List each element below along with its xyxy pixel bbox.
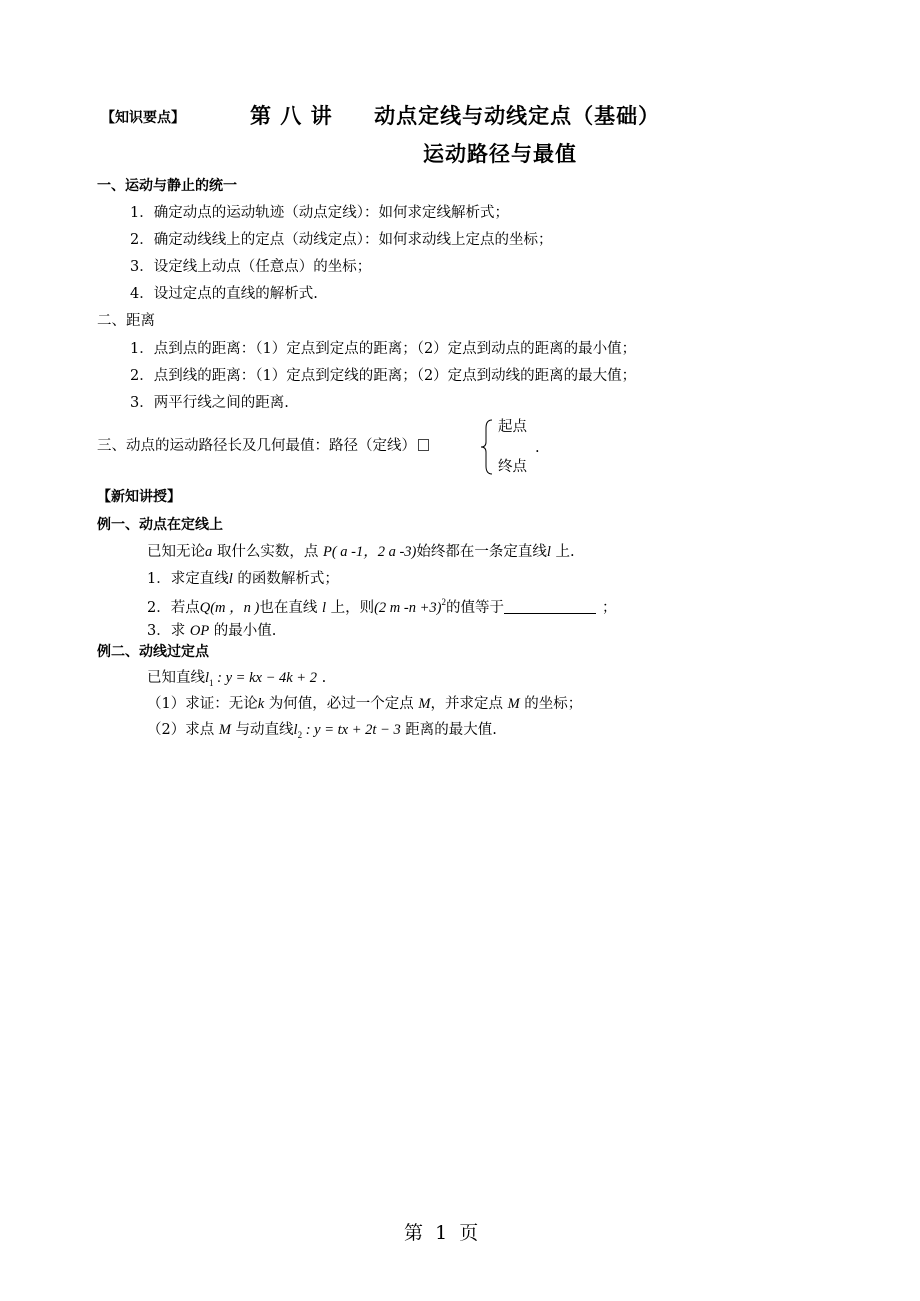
math-var: l [228, 571, 233, 587]
section3-heading [97, 439, 429, 454]
text: 3．求 [147, 623, 190, 639]
text: 的最小值. [209, 623, 277, 639]
example2-heading: 例二、动线过定点 [97, 644, 209, 660]
new-knowledge-heading: 【新知讲授】 [97, 489, 181, 505]
section2-item: 2．点到线的距离：（1）定点到定线的距离；（2）定点到动线的距离的最大值； [130, 368, 637, 384]
text: 距离的最大值. [400, 722, 497, 738]
text: 始终都在一条定直线 [416, 544, 547, 560]
math-var: l [205, 670, 210, 686]
text: 的坐标； [519, 696, 583, 712]
example2-question-2 [147, 723, 497, 740]
text: . [316, 670, 327, 686]
example2-intro [147, 671, 326, 688]
math-equation: : y = tx + 2t − 3 [302, 722, 401, 738]
text: 2．若点 [147, 600, 200, 616]
math-subscript: 2 [297, 730, 303, 740]
math-expression: (2 m -n +3) [374, 600, 442, 616]
curly-brace-icon [478, 418, 496, 476]
math-var: a [205, 544, 213, 560]
text: 的函数解析式； [232, 571, 339, 587]
text: 上，则 [325, 600, 375, 616]
math-var: M [218, 722, 231, 738]
text: 取什么实数，点 [212, 544, 323, 560]
page-number: 第 1 页 [404, 1222, 479, 1244]
page-subtitle: 运动路径与最值 [423, 142, 577, 166]
section2-item: 1．点到点的距离：（1）定点到定点的距离；（2）定点到动点的距离的最小值； [130, 341, 637, 357]
example1-question-1 [147, 572, 339, 587]
example1-intro [147, 545, 575, 560]
section1-item: 1．确定动点的运动轨迹（动点定线）：如何求定线解析式； [130, 205, 509, 221]
section1-item: 3．设定线上动点（任意点）的坐标； [130, 259, 372, 275]
math-var: k [257, 696, 265, 712]
text: ； [601, 600, 617, 616]
text: 已知无论 [147, 544, 205, 560]
math-point-q: Q(m ，n ) [199, 600, 260, 616]
text: 也在直线 [259, 600, 322, 616]
section2-heading: 二、距离 [97, 313, 155, 329]
math-var: M [507, 696, 520, 712]
math-var: l [293, 722, 298, 738]
example1-question-2 [147, 598, 616, 616]
text: 的值等于 [445, 600, 504, 616]
math-var: l [546, 544, 551, 560]
text: （2）求点 [147, 722, 219, 738]
section3-end: . [535, 440, 540, 456]
math-var: l [321, 600, 326, 616]
section-tag: 【知识要点】 [101, 110, 185, 126]
math-segment: OP [189, 623, 210, 639]
arrow-placeholder-icon [418, 439, 429, 451]
page-title: 第 八 讲 动点定线与动线定点（基础） [250, 104, 661, 128]
brace-end-label: 终点 [498, 459, 527, 475]
text: 1．求定直线 [147, 571, 229, 587]
example1-question-3 [147, 624, 276, 639]
math-point-p: P( a -1，2 a -3) [322, 544, 417, 560]
text: 上. [550, 544, 575, 560]
example1-heading: 例一、动点在定线上 [97, 517, 223, 533]
math-subscript: 1 [209, 678, 214, 688]
section1-item: 4．设过定点的直线的解析式. [130, 286, 318, 302]
text: ，并求定点 [430, 696, 508, 712]
section1-heading: 一、运动与静止的统一 [97, 178, 237, 194]
section1-item: 2．确定动线线上的定点（动线定点）：如何求动线上定点的坐标； [130, 232, 553, 248]
math-exponent: 2 [441, 597, 446, 607]
text: （1）求证：无论 [147, 696, 258, 712]
example2-question-1 [147, 697, 582, 712]
math-equation: : y = kx − 4k + 2 [213, 670, 317, 686]
answer-blank[interactable] [504, 599, 596, 614]
section3-heading-text: 三、动点的运动路径长及几何最值：路径（定线） [97, 438, 416, 454]
math-var: M [418, 696, 431, 712]
text: 已知直线 [147, 670, 205, 686]
text: 与动直线 [230, 722, 294, 738]
section2-item: 3．两平行线之间的距离. [130, 395, 289, 411]
text: 为何值，必过一个定点 [264, 696, 419, 712]
brace-start-label: 起点 [498, 419, 527, 435]
